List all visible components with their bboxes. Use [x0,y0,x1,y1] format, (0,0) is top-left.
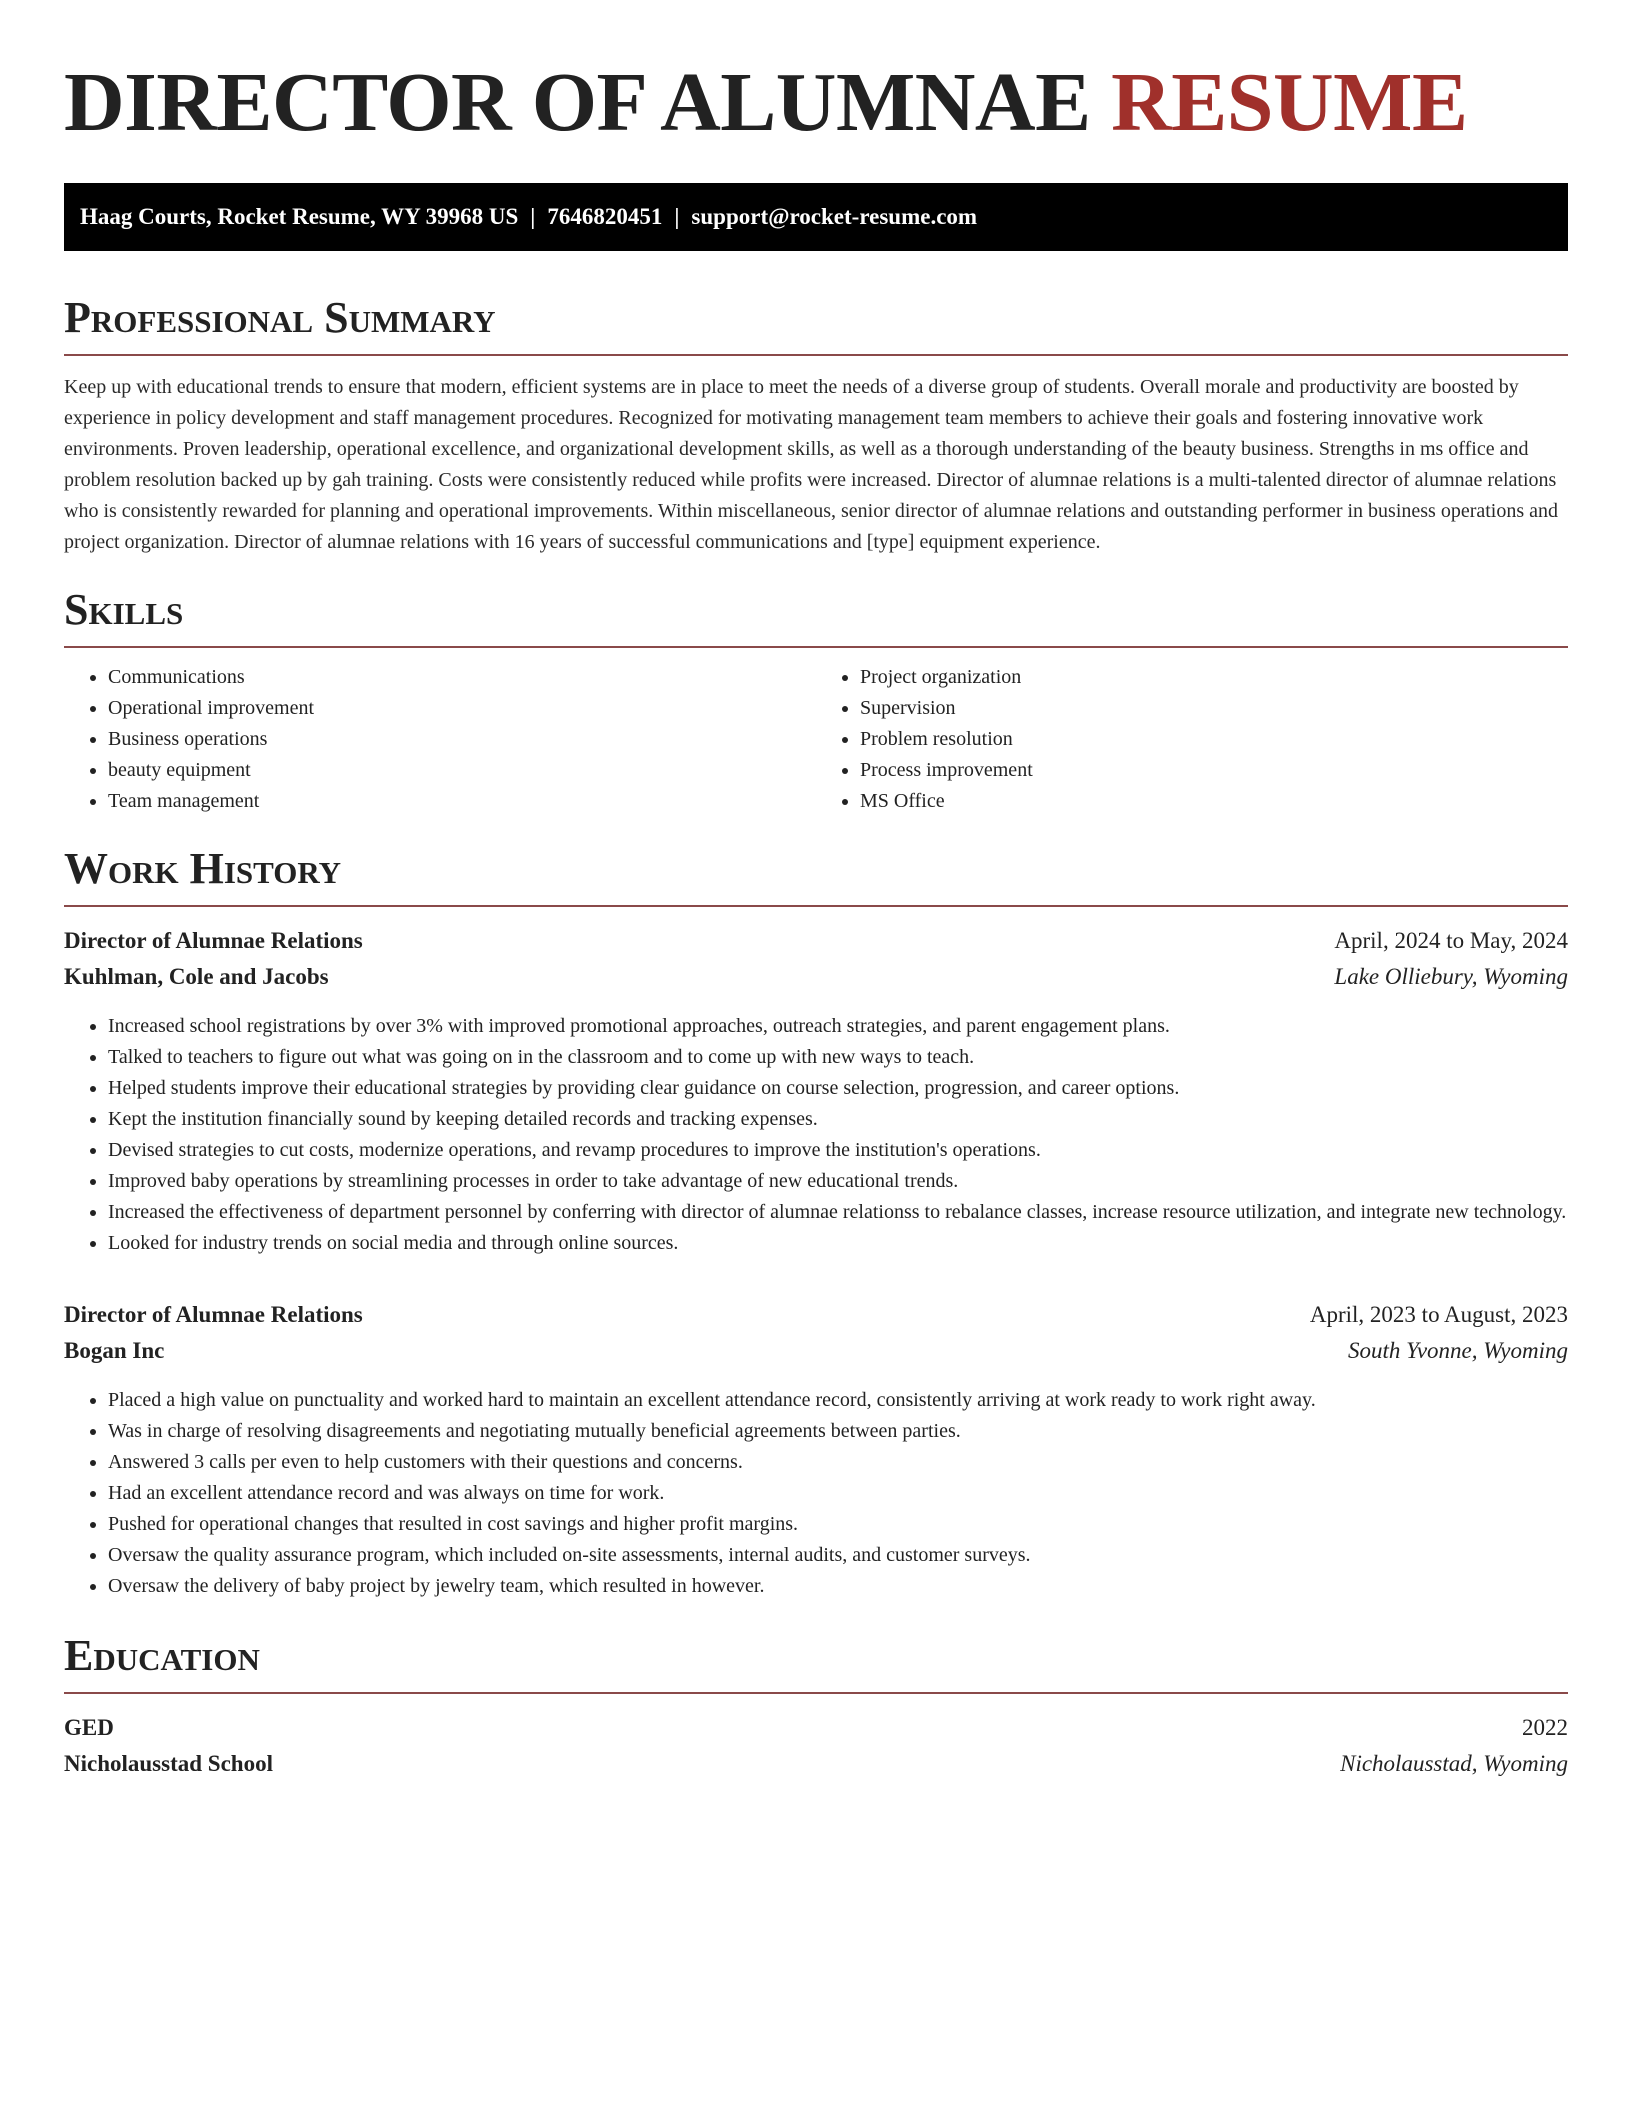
contact-separator: | [530,204,536,229]
job-bullets [64,1385,1568,1602]
skill-item: • beauty equipment [108,755,816,786]
education-degree: GED [64,1715,114,1740]
job-company-row [64,959,1568,995]
section-divider [64,1692,1568,1694]
job-bullet: • Kept the institution financially sound by keeping detailed records and tracking expenses. [108,1104,1568,1135]
section-divider [64,354,1568,356]
job-dates: April, 2024 to May, 2024 [1334,928,1568,953]
job-bullet: • Talked to teachers to figure out what was going on in the classroom and to come up with new ways to teach. [108,1042,1568,1073]
skills-list [64,662,1568,817]
job-entry [64,1297,1568,1602]
education-degree-row [64,1710,1568,1746]
title-accent: RESUME [1111,56,1468,149]
skill-item: • Project organization [860,662,1568,693]
skills-heading: Skills [64,585,184,634]
job-bullet: • Oversaw the quality assurance program, which included on-site assessments, internal audits, and customer surveys. [108,1540,1568,1571]
contact-email: support@rocket-resume.com [691,204,978,229]
title-main: DIRECTOR OF ALUMNAE [64,56,1091,149]
education-year: 2022 [1522,1715,1568,1740]
skill-item: • Communications [108,662,816,693]
contact-phone: 7646820451 [547,204,663,229]
job-bullet: • Devised strategies to cut costs, modernize operations, and revamp procedures to improve the institution's operations. [108,1135,1568,1166]
job-bullet: • Helped students improve their educational strategies by providing clear guidance on course selection, progression, and career options. [108,1073,1568,1104]
job-location: South Yvonne, Wyoming [1348,1338,1568,1363]
skill-item: • Team management [108,786,816,817]
education-school: Nicholausstad School [64,1751,273,1776]
education-location: Nicholausstad, Wyoming [1340,1751,1568,1776]
contact-separator: | [674,204,680,229]
job-company: Kuhlman, Cole and Jacobs [64,964,329,989]
job-bullet: • Was in charge of resolving disagreements and negotiating mutually beneficial agreements between parties. [108,1416,1568,1447]
job-bullet: • Increased the effectiveness of department personnel by conferring with director of alumnae relationss to rebalance classes, increase resource utilization, and integrate new technology. [108,1197,1568,1228]
skills-column-right [816,662,1568,817]
skill-item: • MS Office [860,786,1568,817]
job-company-row [64,1333,1568,1369]
section-divider [64,646,1568,648]
job-bullet: • Placed a high value on punctuality and worked hard to maintain an excellent attendance record, consistently arriving at work ready to work right away. [108,1385,1568,1416]
job-bullet: • Looked for industry trends on social media and through online sources. [108,1228,1568,1259]
job-title: Director of Alumnae Relations [64,928,363,953]
resume-title [64,56,1568,150]
job-bullet: • Oversaw the delivery of baby project by jewelry team, which resulted in however. [108,1571,1568,1602]
summary-heading: Professional Summary [64,293,496,342]
skill-item: • Process improvement [860,755,1568,786]
education-school-row [64,1746,1568,1782]
job-bullets [64,1011,1568,1259]
job-title: Director of Alumnae Relations [64,1302,363,1327]
skill-item: • Supervision [860,693,1568,724]
skill-item: • Problem resolution [860,724,1568,755]
job-entry [64,923,1568,1259]
skills-column-left [64,662,816,817]
job-bullet: • Increased school registrations by over 3% with improved promotional approaches, outreach strategies, and parent engagement plans. [108,1011,1568,1042]
summary-text: Keep up with educational trends to ensure that modern, efficient systems are in place to meet the needs of a diverse group of students. Overall morale and productivity are boosted by experience in policy development and staff management procedures. Recognized for motivating management team members to achieve their goals and fostering innovative work environments. Proven leadership, operational excellence, and organizational development skills, as well as a thorough understanding of the beauty business. Strengths in ms office and problem resolution backed up by gah training. Costs were consistently reduced while profits were increased. Director of alumnae relations is a multi-talented director of alumnae relations who is consistently rewarded for planning and operational improvements. Within miscellaneous, senior director of alumnae relations and outstanding performer in business operations and project organization. Director of alumnae relations with 16 years of successful communications and [type] equipment experience. [64,376,1559,553]
job-dates: April, 2023 to August, 2023 [1309,1302,1568,1327]
contact-bar [64,183,1568,251]
job-location: Lake Olliebury, Wyoming [1334,964,1568,989]
contact-address: Haag Courts, Rocket Resume, WY 39968 US [80,204,519,229]
education-entry [64,1710,1568,1782]
work-history-heading: Work History [64,844,342,893]
job-header-row [64,923,1568,959]
job-bullet: • Had an excellent attendance record and was always on time for work. [108,1478,1568,1509]
job-header-row [64,1297,1568,1333]
job-bullet: • Improved baby operations by streamlining processes in order to take advantage of new educational trends. [108,1166,1568,1197]
job-company: Bogan Inc [64,1338,165,1363]
skill-item: • Business operations [108,724,816,755]
job-bullet: • Pushed for operational changes that resulted in cost savings and higher profit margins. [108,1509,1568,1540]
education-heading: Education [64,1631,260,1680]
skill-item: • Operational improvement [108,693,816,724]
section-divider [64,905,1568,907]
job-bullet: • Answered 3 calls per even to help customers with their questions and concerns. [108,1447,1568,1478]
